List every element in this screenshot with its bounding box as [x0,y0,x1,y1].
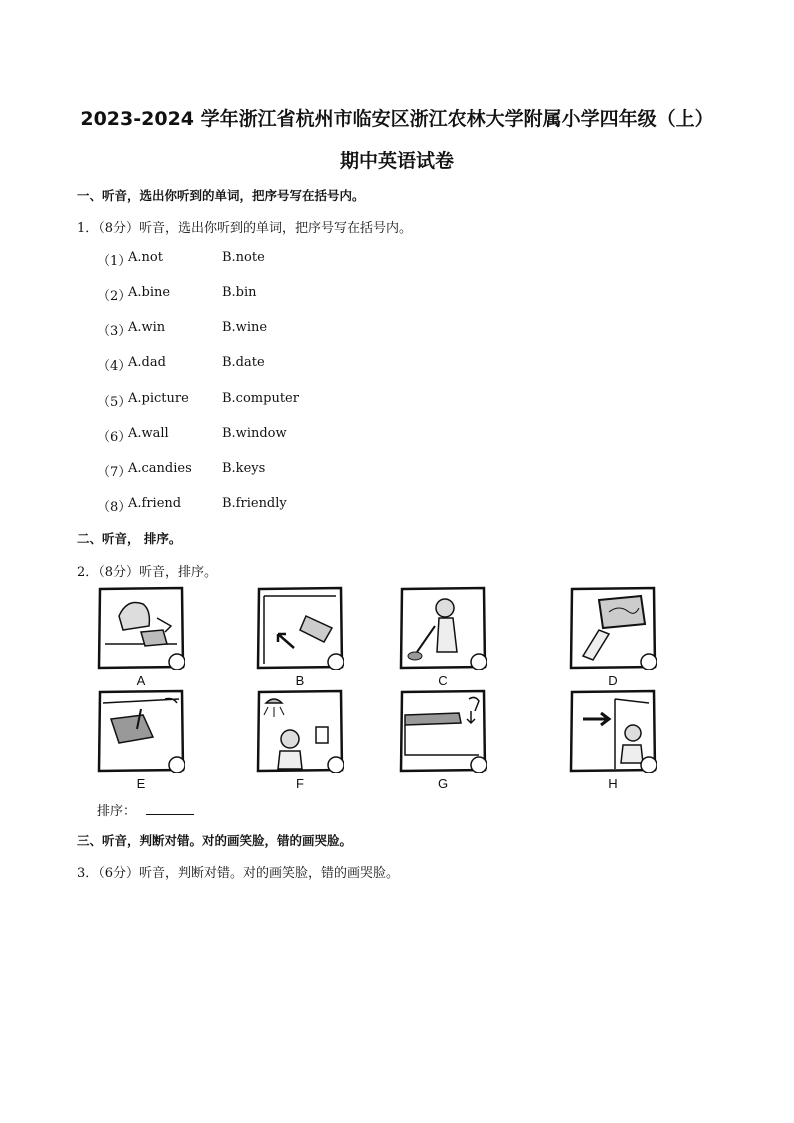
picture-label: B [295,673,305,688]
option-b: B.date [222,355,265,370]
section3-heading: 三、听音，判断对错。对的画笑脸，错的画哭脸。 [77,833,353,848]
option-a: A.wall [128,426,169,441]
option-a: A.dad [128,355,166,370]
picture-b-open-door [256,586,344,670]
picture-f-turn-on-light [256,689,344,773]
option-a: A.picture [128,391,189,406]
option-number: （5） [97,395,132,410]
option-a: A.bine [128,285,171,300]
picture-g-clean-board [399,689,487,773]
section1-heading: 一、听音，选出你听到的单词，把序号写在括号内。 [77,188,365,203]
option-number: （2） [97,289,132,304]
option-b: B.keys [222,461,266,476]
picture-a-put-bag [97,586,185,670]
picture-e-put-book [97,689,185,773]
option-b: B.friendly [222,496,287,511]
exam-title-line1: 2023-2024 学年浙江省杭州市临安区浙江农林大学附属小学四年级（上） [80,108,714,130]
order-label: 排序： [97,804,137,819]
section2-heading: 二、听音， 排序。 [77,531,182,546]
option-number: （8） [97,500,132,515]
option-number: （1） [97,254,132,269]
option-number: （3） [97,324,132,339]
order-answer-blank[interactable] [146,802,194,815]
option-a: A.friend [128,496,182,511]
option-b: B.bin [222,285,257,300]
picture-d-clean-picture [569,586,657,670]
option-a: A.win [128,320,166,335]
option-b: B.window [222,426,287,441]
picture-h-close-door [569,689,657,773]
option-b: B.computer [222,391,299,406]
picture-label: H [608,776,618,791]
picture-label: G [437,776,449,791]
option-number: （7） [97,465,132,480]
option-number: （6） [97,430,132,445]
exam-title-line2: 期中英语试卷 [339,150,454,172]
option-a: A.candies [128,461,192,476]
option-b: B.wine [222,320,268,335]
order-row [97,800,194,819]
question1-text: 1．（8分）听音，选出你听到的单词，把序号写在括号内。 [77,221,413,236]
option-a: A.not [128,250,163,265]
option-b: B.note [222,250,265,265]
option-number: （4） [97,359,132,374]
question2-text: 2．（8分）听音，排序。 [77,565,218,580]
picture-label: F [296,776,304,791]
question3-text: 3．（6分）听音，判断对错。对的画笑脸，错的画哭脸。 [77,866,400,881]
picture-label: A [136,673,146,688]
picture-label: C [438,673,448,688]
picture-label: E [136,776,146,791]
picture-c-sweep-floor [399,586,487,670]
picture-label: D [608,673,618,688]
